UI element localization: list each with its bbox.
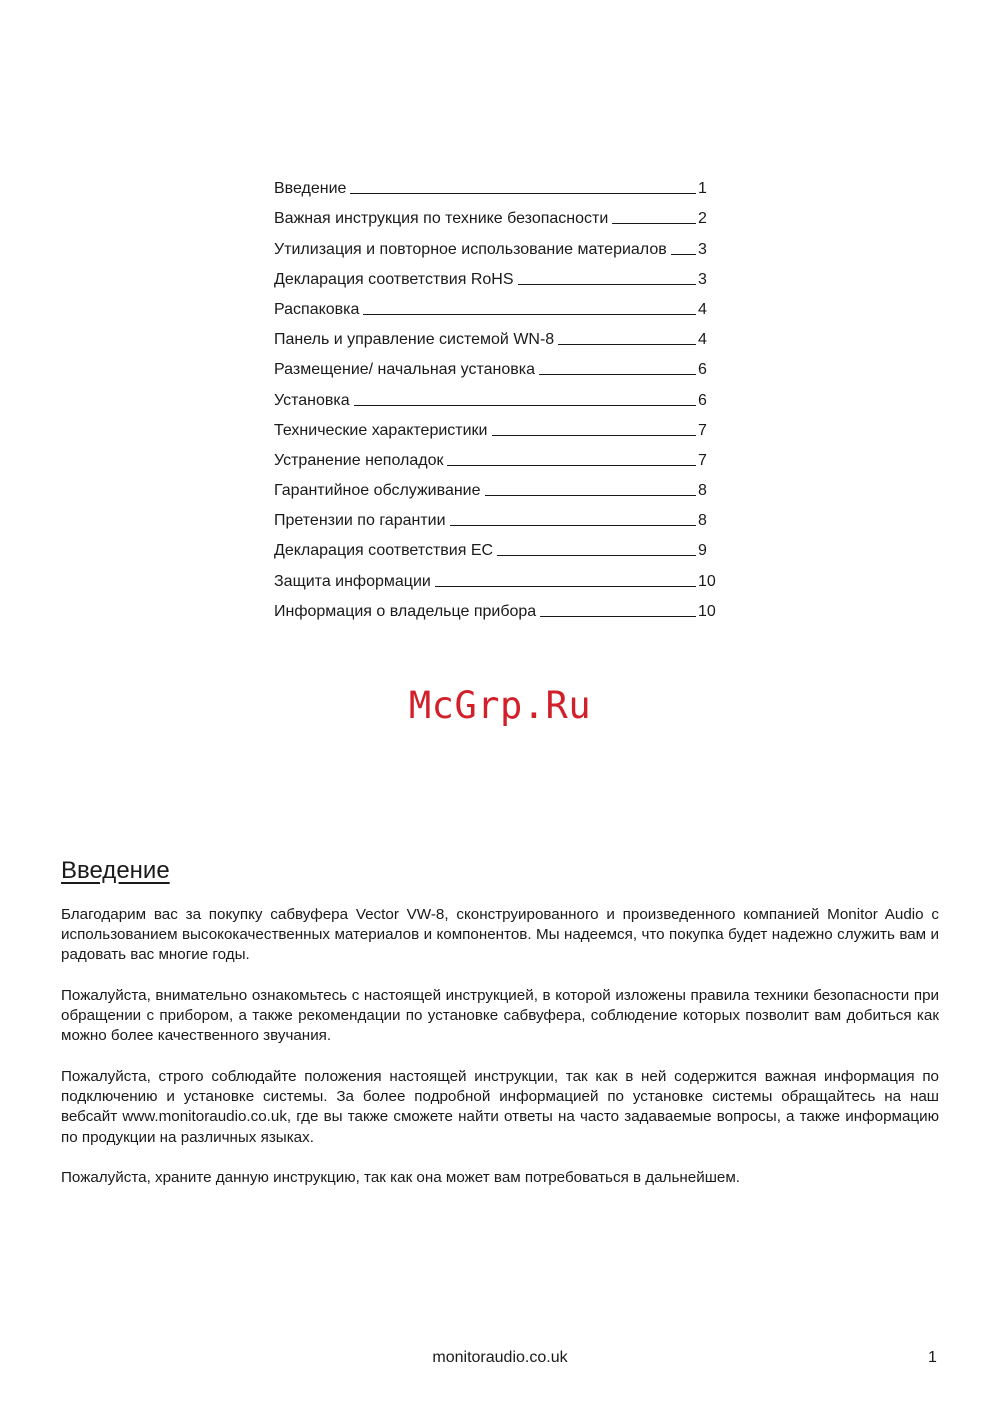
- toc-leader-line: [492, 435, 697, 436]
- toc-leader-line: [354, 405, 696, 406]
- toc-entry-title: Технические характеристики: [274, 421, 488, 439]
- intro-paragraph: Пожалуйста, внимательно ознакомьтесь с настоящей инструкцией, в которой изложены правила техники безопасности при обращении с прибором, а также рекомендации по установке сабвуфера, соблюдение которых позволит вам добиться как можно более качественного звучания.: [61, 987, 939, 1045]
- watermark: McGrp.Ru: [408, 684, 592, 727]
- toc-leader-line: [450, 525, 696, 526]
- toc-entry-title: Панель и управление системой WN-8: [274, 331, 555, 349]
- toc-entry-title: Размещение/ начальная установка: [274, 361, 536, 379]
- toc-leader-line: [558, 344, 696, 345]
- toc-entry[interactable]: [274, 472, 718, 502]
- toc-entry-page: 7: [698, 451, 707, 469]
- footer-website: monitoraudio.co.uk: [432, 1349, 568, 1366]
- toc-entry-page: 10: [698, 572, 716, 590]
- toc-leader-line: [497, 555, 696, 556]
- toc-entry-title: Важная инструкция по технике безопасности: [274, 210, 609, 228]
- toc-entry-title: Декларация соответствия RoHS: [274, 270, 514, 288]
- toc-entry-title: Введение: [274, 180, 347, 198]
- toc-entry-page: 4: [698, 331, 707, 349]
- toc-entry-title: Декларация соответствия ЕС: [274, 542, 494, 560]
- toc-leader-line: [435, 586, 696, 587]
- toc-entry-title: Защита информации: [274, 572, 431, 590]
- toc-entry[interactable]: [274, 593, 718, 623]
- toc-leader-line: [363, 314, 696, 315]
- toc-entry-title: Устранение неполадок: [274, 451, 444, 469]
- toc-entry-page: 6: [698, 361, 707, 379]
- toc-leader-line: [539, 374, 696, 375]
- toc-entry[interactable]: [274, 261, 718, 291]
- toc-entry-page: 8: [698, 512, 707, 530]
- toc-entry[interactable]: [274, 562, 718, 592]
- toc-entry[interactable]: [274, 502, 718, 532]
- toc-entry-title: Информация о владельце прибора: [274, 602, 537, 620]
- toc-entry[interactable]: [274, 170, 718, 200]
- toc-leader-line: [671, 254, 696, 255]
- toc-entry-title: Претензии по гарантии: [274, 512, 446, 530]
- toc-entry-page: 9: [698, 542, 707, 560]
- toc-entry[interactable]: [274, 200, 718, 230]
- toc-entry[interactable]: [274, 442, 718, 472]
- toc-entry[interactable]: [274, 532, 718, 562]
- toc-entry-page: 1: [698, 180, 707, 198]
- toc-entry-title: Утилизация и повторное использование материалов: [274, 240, 667, 258]
- intro-paragraph: Пожалуйста, строго соблюдайте положения настоящей инструкции, так как в ней содержится важная информация по подключению и установке системы. За более подробной информацией по установке системы обращайтесь на наш вебсайт www.monitoraudio.co.uk, где вы также сможете найти ответы на часто задаваемые вопросы, а также информацию по продукции на различных языках.: [61, 1068, 939, 1146]
- toc-entry-title: Гарантийное обслуживание: [274, 482, 481, 500]
- toc-entry[interactable]: [274, 291, 718, 321]
- toc-entry-title: Установка: [274, 391, 350, 409]
- toc-entry-page: 7: [698, 421, 707, 439]
- toc-leader-line: [540, 616, 696, 617]
- intro-body: [61, 905, 939, 1209]
- toc-entry-page: 6: [698, 391, 707, 409]
- toc-leader-line: [612, 223, 696, 224]
- toc-entry[interactable]: [274, 412, 718, 442]
- toc-entry[interactable]: [274, 351, 718, 381]
- toc-entry[interactable]: [274, 230, 718, 260]
- toc-entry-page: 2: [698, 210, 707, 228]
- page-number: 1: [928, 1349, 937, 1366]
- toc-entry-page: 3: [698, 240, 707, 258]
- toc-leader-line: [350, 193, 696, 194]
- toc-leader-line: [518, 284, 697, 285]
- toc-leader-line: [447, 465, 696, 466]
- toc-entry-page: 4: [698, 300, 707, 318]
- table-of-contents: [274, 170, 718, 623]
- toc-leader-line: [485, 495, 696, 496]
- section-heading: Введение: [61, 857, 170, 884]
- toc-entry-page: 10: [698, 602, 716, 620]
- intro-paragraph: Пожалуйста, храните данную инструкцию, так как она может вам потребоваться в дальнейшем.: [61, 1169, 740, 1187]
- toc-entry[interactable]: [274, 381, 718, 411]
- toc-entry-title: Распаковка: [274, 300, 360, 318]
- intro-paragraph: Благодарим вас за покупку сабвуфера Vector VW-8, сконструированного и произведенного компанией Monitor Audio с использованием высококачественных материалов и компонентов. Мы надеемся, что покупка будет надежно служить вам и радовать вас многие годы.: [61, 906, 939, 964]
- toc-entry[interactable]: [274, 321, 718, 351]
- toc-entry-page: 8: [698, 482, 707, 500]
- toc-entry-page: 3: [698, 270, 707, 288]
